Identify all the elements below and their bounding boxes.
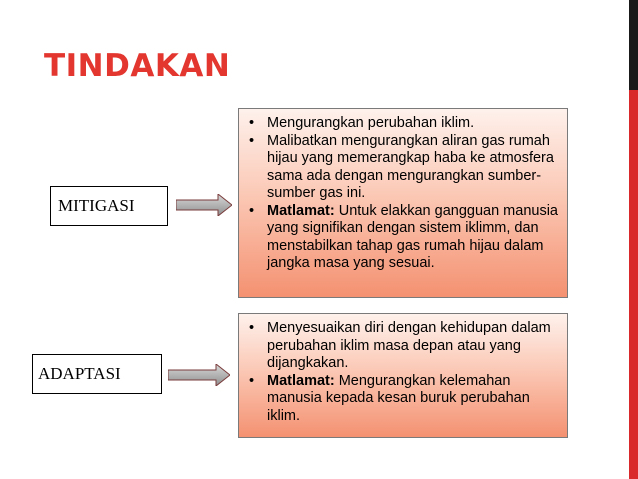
mitigasi-info-box	[238, 108, 568, 298]
bullet-icon: •	[249, 132, 255, 149]
point-text: Malibatkan mengurangkan aliran gas rumah hijau yang memerangkap haba ke atmosfera sama ada dengan mengurangkan sumber-sumber gas ini.	[267, 132, 554, 201]
bullet-icon: •	[249, 372, 255, 389]
adaptasi-info-box	[238, 313, 568, 438]
right-arrow-icon	[176, 194, 232, 216]
goal-label: Matlamat:	[267, 372, 335, 389]
point-text: Mengurangkan kelemahan manusia kepada kesan buruk perubahan iklim.	[267, 372, 530, 424]
right-arrow-icon	[168, 364, 230, 386]
side-bar-red-segment	[629, 90, 638, 479]
slide-title: TINDAKAN	[44, 48, 231, 84]
point-text: Mengurangkan perubahan iklim.	[267, 115, 475, 131]
adaptasi-label: ADAPTASI	[38, 364, 121, 383]
side-bar-dark-segment	[629, 0, 638, 90]
mitigasi-label: MITIGASI	[58, 196, 135, 215]
adaptasi-label-box	[32, 354, 162, 394]
adaptasi-points-list	[243, 320, 561, 425]
point-text: Untuk elakkan gangguan manusia yang signifikan dengan sistem iklimm, dan menstabilkan tahap gas rumah hijau dalam jangka masa yang sesuai.	[267, 202, 558, 271]
list-item	[243, 133, 561, 203]
list-item	[243, 203, 561, 273]
mitigasi-label-box	[50, 186, 168, 226]
point-text: Menyesuaikan diri dengan kehidupan dalam perubahan iklim masa depan atau yang dijangkakan.	[267, 320, 551, 371]
bullet-icon: •	[249, 202, 255, 219]
bullet-icon: •	[249, 320, 255, 336]
goal-label: Matlamat:	[267, 202, 335, 219]
mitigasi-points-list	[243, 115, 561, 273]
bullet-icon: •	[249, 115, 255, 131]
list-item	[243, 115, 561, 133]
list-item	[243, 320, 561, 373]
list-item	[243, 373, 561, 426]
accent-side-bar	[629, 0, 638, 479]
